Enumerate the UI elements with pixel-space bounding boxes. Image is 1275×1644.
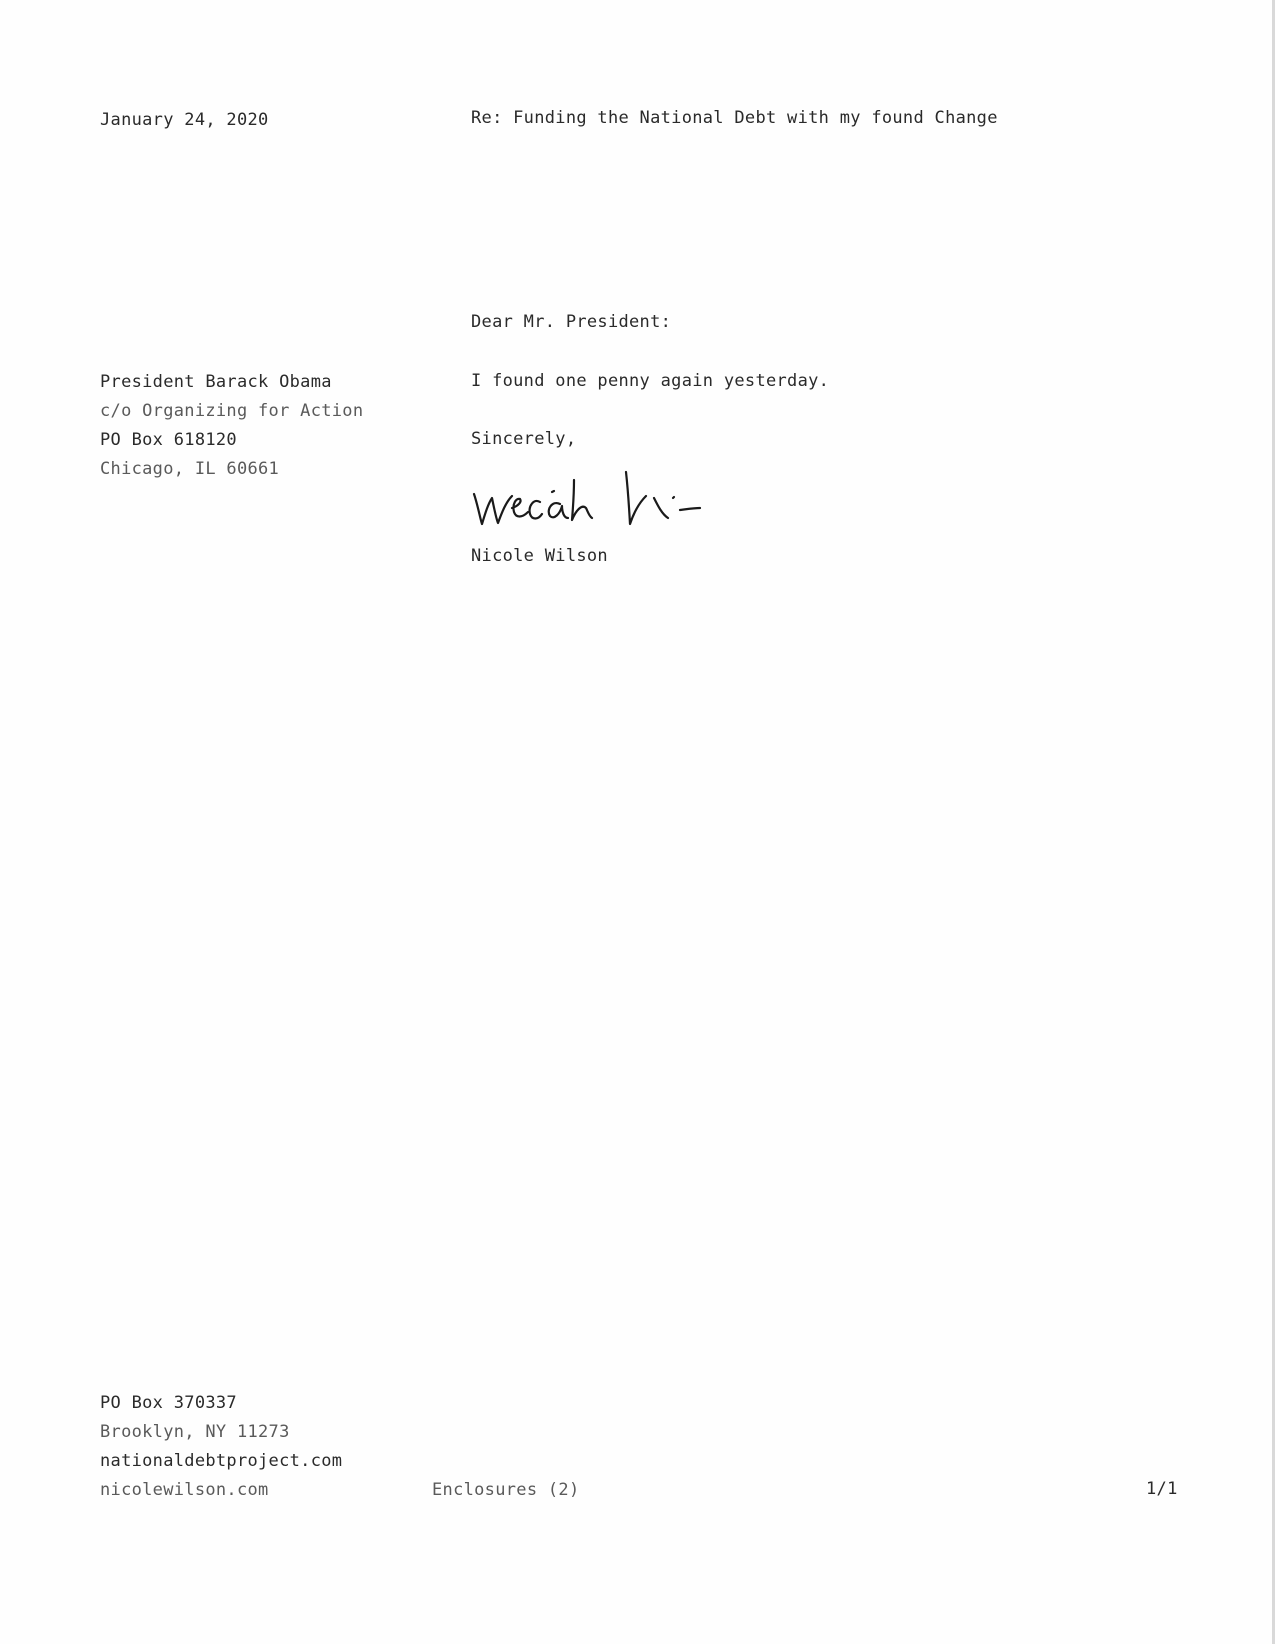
sender-line: nicolewilson.com — [100, 1480, 269, 1500]
sender-line: Brooklyn, NY 11273 — [100, 1422, 290, 1442]
letter-salutation: Dear Mr. President: — [471, 312, 672, 332]
letter-closing: Sincerely, — [471, 429, 577, 449]
handwritten-signature — [468, 468, 738, 538]
letter-body: I found one penny again yesterday. — [471, 371, 830, 391]
recipient-line: PO Box 618120 — [100, 430, 237, 450]
recipient-line: Chicago, IL 60661 — [100, 459, 280, 479]
sender-line: PO Box 370337 — [100, 1393, 237, 1413]
letter-subject: Re: Funding the National Debt with my found Change — [471, 108, 998, 128]
recipient-line: c/o Organizing for Action — [100, 401, 364, 421]
recipient-line: President Barack Obama — [100, 372, 332, 392]
page-number: 1/1 — [1146, 1479, 1178, 1499]
signer-name: Nicole Wilson — [471, 546, 608, 566]
letter-date: January 24, 2020 — [100, 110, 269, 130]
enclosures-note: Enclosures (2) — [432, 1480, 580, 1500]
sender-line: nationaldebtproject.com — [100, 1451, 343, 1471]
